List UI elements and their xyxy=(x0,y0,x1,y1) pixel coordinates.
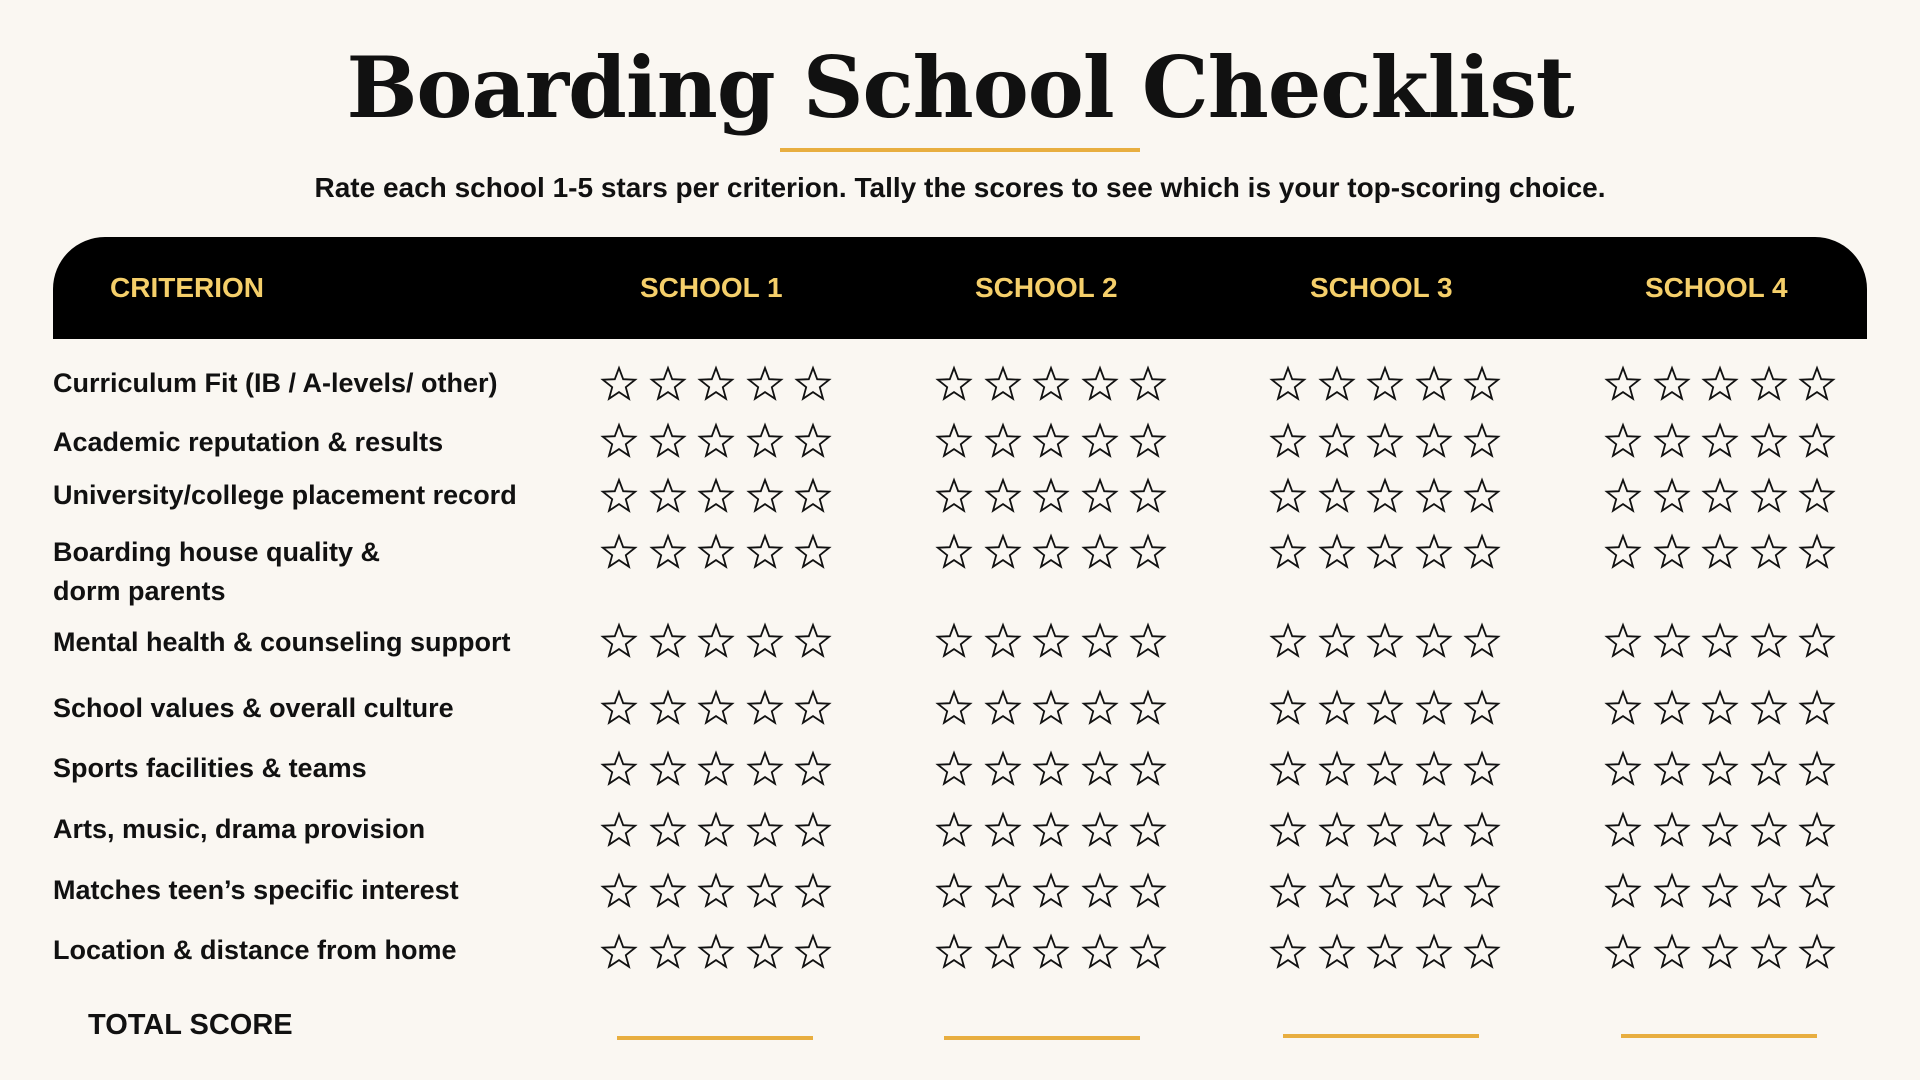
star-icon[interactable] xyxy=(793,811,833,851)
star-icon[interactable] xyxy=(1268,365,1308,405)
star-icon[interactable] xyxy=(1317,872,1357,912)
star-icon[interactable] xyxy=(1317,811,1357,851)
star-icon[interactable] xyxy=(934,533,974,573)
star-icon[interactable] xyxy=(1080,872,1120,912)
star-icon[interactable] xyxy=(1462,622,1502,662)
star-icon[interactable] xyxy=(696,872,736,912)
star-icon[interactable] xyxy=(599,477,639,517)
star-icon[interactable] xyxy=(1317,622,1357,662)
star-icon[interactable] xyxy=(648,750,688,790)
star-icon[interactable] xyxy=(1365,689,1405,729)
star-icon[interactable] xyxy=(1365,872,1405,912)
star-rating-school-2[interactable] xyxy=(934,622,1168,662)
star-icon[interactable] xyxy=(1031,477,1071,517)
criterion-label: School values & overall culture xyxy=(53,693,454,723)
star-icon[interactable] xyxy=(1414,933,1454,973)
star-icon[interactable] xyxy=(648,533,688,573)
star-icon[interactable] xyxy=(1128,533,1168,573)
star-icon[interactable] xyxy=(1700,533,1740,573)
star-icon[interactable] xyxy=(1414,422,1454,462)
star-rating-school-3[interactable] xyxy=(1268,365,1502,405)
table-header xyxy=(53,237,1867,339)
star-icon[interactable] xyxy=(1031,365,1071,405)
star-icon[interactable] xyxy=(696,750,736,790)
star-rating-school-3[interactable] xyxy=(1268,872,1502,912)
star-icon[interactable] xyxy=(983,422,1023,462)
star-icon[interactable] xyxy=(934,622,974,662)
star-icon[interactable] xyxy=(1700,750,1740,790)
star-icon[interactable] xyxy=(1603,477,1643,517)
star-icon[interactable] xyxy=(1317,689,1357,729)
star-icon[interactable] xyxy=(1652,872,1692,912)
star-rating-school-3[interactable] xyxy=(1268,533,1502,573)
star-icon[interactable] xyxy=(934,689,974,729)
title-underline xyxy=(780,148,1140,152)
column-header-school-2: SCHOOL 2 xyxy=(975,272,1118,303)
star-icon[interactable] xyxy=(934,422,974,462)
star-rating-school-2[interactable] xyxy=(934,365,1168,405)
star-icon[interactable] xyxy=(1797,622,1837,662)
star-rating-school-1[interactable] xyxy=(599,872,833,912)
star-icon[interactable] xyxy=(983,872,1023,912)
star-icon[interactable] xyxy=(696,933,736,973)
star-icon[interactable] xyxy=(1749,750,1789,790)
star-icon[interactable] xyxy=(599,750,639,790)
star-icon[interactable] xyxy=(1700,933,1740,973)
star-icon[interactable] xyxy=(983,933,1023,973)
star-icon[interactable] xyxy=(696,365,736,405)
star-icon[interactable] xyxy=(1365,533,1405,573)
star-icon[interactable] xyxy=(648,622,688,662)
star-icon[interactable] xyxy=(1268,933,1308,973)
star-icon[interactable] xyxy=(1365,422,1405,462)
star-icon[interactable] xyxy=(1317,477,1357,517)
star-icon[interactable] xyxy=(1128,477,1168,517)
star-rating-school-3[interactable] xyxy=(1268,750,1502,790)
star-icon[interactable] xyxy=(1128,811,1168,851)
star-icon[interactable] xyxy=(696,689,736,729)
star-rating-school-2[interactable] xyxy=(934,533,1168,573)
star-rating-school-1[interactable] xyxy=(599,622,833,662)
star-rating-school-3[interactable] xyxy=(1268,622,1502,662)
star-icon[interactable] xyxy=(1462,422,1502,462)
page-subtitle: Rate each school 1-5 stars per criterion. Tally the scores to see which is your top-scoring choice. xyxy=(314,172,1606,203)
star-icon[interactable] xyxy=(1749,533,1789,573)
star-rating-school-1[interactable] xyxy=(599,422,833,462)
star-icon[interactable] xyxy=(934,477,974,517)
star-icon[interactable] xyxy=(1365,750,1405,790)
star-icon[interactable] xyxy=(745,365,785,405)
star-rating-school-4[interactable] xyxy=(1603,365,1837,405)
star-icon[interactable] xyxy=(1462,933,1502,973)
star-icon[interactable] xyxy=(793,750,833,790)
star-icon[interactable] xyxy=(983,622,1023,662)
star-icon[interactable] xyxy=(1462,811,1502,851)
star-icon[interactable] xyxy=(1797,933,1837,973)
star-icon[interactable] xyxy=(983,477,1023,517)
star-icon[interactable] xyxy=(1652,622,1692,662)
star-rating-school-1[interactable] xyxy=(599,933,833,973)
star-icon[interactable] xyxy=(1652,750,1692,790)
star-icon[interactable] xyxy=(1749,933,1789,973)
star-icon[interactable] xyxy=(696,533,736,573)
star-icon[interactable] xyxy=(1128,750,1168,790)
total-score-line-school-4[interactable] xyxy=(1621,1034,1817,1038)
star-icon[interactable] xyxy=(1414,622,1454,662)
criterion-label: Academic reputation & results xyxy=(53,427,444,457)
star-icon[interactable] xyxy=(1268,750,1308,790)
star-icon[interactable] xyxy=(1797,689,1837,729)
star-icon[interactable] xyxy=(1268,533,1308,573)
star-icon[interactable] xyxy=(599,422,639,462)
star-icon[interactable] xyxy=(599,872,639,912)
star-rating-school-4[interactable] xyxy=(1603,933,1837,973)
page-title: Boarding School Checklist xyxy=(346,38,1574,137)
star-icon[interactable] xyxy=(793,533,833,573)
star-icon[interactable] xyxy=(1317,365,1357,405)
star-icon[interactable] xyxy=(1797,872,1837,912)
star-icon[interactable] xyxy=(1749,477,1789,517)
star-rating-school-4[interactable] xyxy=(1603,622,1837,662)
star-icon[interactable] xyxy=(648,477,688,517)
star-icon[interactable] xyxy=(1031,689,1071,729)
criterion-label: Matches teen’s specific interest xyxy=(53,875,459,905)
star-rating-school-3[interactable] xyxy=(1268,422,1502,462)
star-icon[interactable] xyxy=(599,622,639,662)
criterion-label: Curriculum Fit (IB / A-levels/ other) xyxy=(53,368,498,398)
star-icon[interactable] xyxy=(599,365,639,405)
star-icon[interactable] xyxy=(1414,533,1454,573)
star-icon[interactable] xyxy=(1749,872,1789,912)
star-icon[interactable] xyxy=(1797,533,1837,573)
star-icon[interactable] xyxy=(696,811,736,851)
star-icon[interactable] xyxy=(1462,872,1502,912)
star-icon[interactable] xyxy=(1603,689,1643,729)
star-rating-school-3[interactable] xyxy=(1268,933,1502,973)
criterion-label: Location & distance from home xyxy=(53,935,457,965)
star-icon[interactable] xyxy=(1365,811,1405,851)
star-icon[interactable] xyxy=(1268,872,1308,912)
star-icon[interactable] xyxy=(1652,422,1692,462)
star-icon[interactable] xyxy=(983,365,1023,405)
column-header-school-3: SCHOOL 3 xyxy=(1310,272,1453,303)
star-icon[interactable] xyxy=(648,811,688,851)
star-icon[interactable] xyxy=(648,365,688,405)
star-icon[interactable] xyxy=(599,811,639,851)
star-icon[interactable] xyxy=(793,872,833,912)
star-icon[interactable] xyxy=(745,811,785,851)
star-icon[interactable] xyxy=(1317,933,1357,973)
star-rating-school-1[interactable] xyxy=(599,477,833,517)
star-icon[interactable] xyxy=(1603,533,1643,573)
star-icon[interactable] xyxy=(1700,872,1740,912)
star-icon[interactable] xyxy=(1128,422,1168,462)
star-icon[interactable] xyxy=(793,689,833,729)
star-icon[interactable] xyxy=(745,689,785,729)
star-icon[interactable] xyxy=(648,689,688,729)
criterion-label: Sports facilities & teams xyxy=(53,753,367,783)
star-icon[interactable] xyxy=(793,477,833,517)
star-icon[interactable] xyxy=(1128,622,1168,662)
star-icon[interactable] xyxy=(599,689,639,729)
star-icon[interactable] xyxy=(1128,872,1168,912)
star-icon[interactable] xyxy=(1749,365,1789,405)
column-header-school-1: SCHOOL 1 xyxy=(640,272,783,303)
star-icon[interactable] xyxy=(1700,422,1740,462)
star-icon[interactable] xyxy=(1080,365,1120,405)
star-icon[interactable] xyxy=(934,811,974,851)
star-rating-school-1[interactable] xyxy=(599,811,833,851)
star-icon[interactable] xyxy=(934,872,974,912)
star-icon[interactable] xyxy=(745,872,785,912)
star-icon[interactable] xyxy=(1414,872,1454,912)
star-rating-school-2[interactable] xyxy=(934,422,1168,462)
star-rating-school-2[interactable] xyxy=(934,872,1168,912)
star-icon[interactable] xyxy=(1797,422,1837,462)
criterion-label: Mental health & counseling support xyxy=(53,627,511,657)
star-icon[interactable] xyxy=(1080,750,1120,790)
star-icon[interactable] xyxy=(1749,689,1789,729)
star-icon[interactable] xyxy=(1797,750,1837,790)
total-score-line-school-2[interactable] xyxy=(944,1036,1140,1040)
star-icon[interactable] xyxy=(648,872,688,912)
total-score-line-school-3[interactable] xyxy=(1283,1034,1479,1038)
total-score-label: TOTAL SCORE xyxy=(88,1009,293,1041)
star-icon[interactable] xyxy=(1652,689,1692,729)
star-rating-school-1[interactable] xyxy=(599,365,833,405)
star-icon[interactable] xyxy=(793,933,833,973)
star-icon[interactable] xyxy=(1268,622,1308,662)
star-icon[interactable] xyxy=(1080,533,1120,573)
star-icon[interactable] xyxy=(934,365,974,405)
star-icon[interactable] xyxy=(1700,622,1740,662)
star-rating-school-4[interactable] xyxy=(1603,533,1837,573)
star-icon[interactable] xyxy=(983,811,1023,851)
star-icon[interactable] xyxy=(1268,422,1308,462)
star-icon[interactable] xyxy=(1080,933,1120,973)
star-icon[interactable] xyxy=(1700,477,1740,517)
star-icon[interactable] xyxy=(1603,872,1643,912)
star-icon[interactable] xyxy=(1128,689,1168,729)
star-rating-school-4[interactable] xyxy=(1603,477,1837,517)
star-icon[interactable] xyxy=(1365,477,1405,517)
star-icon[interactable] xyxy=(648,422,688,462)
star-rating-school-1[interactable] xyxy=(599,750,833,790)
star-rating-school-1[interactable] xyxy=(599,689,833,729)
star-icon[interactable] xyxy=(1749,622,1789,662)
star-rating-school-3[interactable] xyxy=(1268,477,1502,517)
star-icon[interactable] xyxy=(1128,365,1168,405)
criterion-label: Arts, music, drama provision xyxy=(53,814,426,844)
star-rating-school-4[interactable] xyxy=(1603,872,1837,912)
star-rating-school-3[interactable] xyxy=(1268,811,1502,851)
star-icon[interactable] xyxy=(1317,750,1357,790)
star-rating-school-2[interactable] xyxy=(934,933,1168,973)
star-icon[interactable] xyxy=(1603,811,1643,851)
star-icon[interactable] xyxy=(1603,422,1643,462)
star-icon[interactable] xyxy=(1603,933,1643,973)
star-icon[interactable] xyxy=(1462,689,1502,729)
star-rating-school-1[interactable] xyxy=(599,533,833,573)
star-icon[interactable] xyxy=(1749,811,1789,851)
column-header-criterion: CRITERION xyxy=(110,272,264,303)
star-icon[interactable] xyxy=(696,477,736,517)
star-rating-school-4[interactable] xyxy=(1603,811,1837,851)
star-icon[interactable] xyxy=(1700,811,1740,851)
star-icon[interactable] xyxy=(1462,533,1502,573)
star-icon[interactable] xyxy=(1080,477,1120,517)
star-icon[interactable] xyxy=(745,533,785,573)
criterion-label: University/college placement record xyxy=(53,480,517,510)
star-icon[interactable] xyxy=(1652,365,1692,405)
star-icon[interactable] xyxy=(1603,750,1643,790)
star-icon[interactable] xyxy=(745,750,785,790)
star-icon[interactable] xyxy=(1652,533,1692,573)
star-icon[interactable] xyxy=(1414,750,1454,790)
star-icon[interactable] xyxy=(934,933,974,973)
star-icon[interactable] xyxy=(1128,933,1168,973)
star-icon[interactable] xyxy=(1365,365,1405,405)
star-icon[interactable] xyxy=(1080,622,1120,662)
star-icon[interactable] xyxy=(599,933,639,973)
star-rating-school-3[interactable] xyxy=(1268,689,1502,729)
column-header-school-4: SCHOOL 4 xyxy=(1645,272,1788,303)
star-icon[interactable] xyxy=(983,689,1023,729)
star-icon[interactable] xyxy=(696,422,736,462)
star-rating-school-2[interactable] xyxy=(934,750,1168,790)
star-icon[interactable] xyxy=(745,622,785,662)
star-icon[interactable] xyxy=(1317,422,1357,462)
star-icon[interactable] xyxy=(599,533,639,573)
star-icon[interactable] xyxy=(1365,622,1405,662)
star-icon[interactable] xyxy=(793,622,833,662)
star-rating-school-4[interactable] xyxy=(1603,750,1837,790)
star-icon[interactable] xyxy=(1414,365,1454,405)
star-icon[interactable] xyxy=(1414,689,1454,729)
criterion-label: Boarding house quality & dorm parents xyxy=(53,537,381,606)
star-icon[interactable] xyxy=(1031,750,1071,790)
star-icon[interactable] xyxy=(1031,811,1071,851)
star-icon[interactable] xyxy=(1080,811,1120,851)
star-icon[interactable] xyxy=(1700,689,1740,729)
star-icon[interactable] xyxy=(1268,689,1308,729)
star-icon[interactable] xyxy=(1031,533,1071,573)
total-score-line-school-1[interactable] xyxy=(617,1036,813,1040)
star-rating-school-4[interactable] xyxy=(1603,689,1837,729)
star-icon[interactable] xyxy=(1462,365,1502,405)
star-icon[interactable] xyxy=(1414,477,1454,517)
star-icon[interactable] xyxy=(793,422,833,462)
star-rating-school-2[interactable] xyxy=(934,477,1168,517)
star-icon[interactable] xyxy=(1603,365,1643,405)
star-icon[interactable] xyxy=(1031,422,1071,462)
star-icon[interactable] xyxy=(1700,365,1740,405)
star-icon[interactable] xyxy=(696,622,736,662)
star-icon[interactable] xyxy=(1749,422,1789,462)
star-icon[interactable] xyxy=(745,422,785,462)
star-icon[interactable] xyxy=(648,933,688,973)
star-icon[interactable] xyxy=(983,533,1023,573)
star-icon[interactable] xyxy=(1414,811,1454,851)
star-icon[interactable] xyxy=(1317,533,1357,573)
star-rating-school-2[interactable] xyxy=(934,811,1168,851)
star-icon[interactable] xyxy=(1797,811,1837,851)
star-icon[interactable] xyxy=(1652,933,1692,973)
star-icon[interactable] xyxy=(1031,872,1071,912)
star-icon[interactable] xyxy=(1080,689,1120,729)
star-icon[interactable] xyxy=(983,750,1023,790)
star-icon[interactable] xyxy=(1652,477,1692,517)
star-icon[interactable] xyxy=(1797,477,1837,517)
star-icon[interactable] xyxy=(745,933,785,973)
star-icon[interactable] xyxy=(1031,622,1071,662)
star-icon[interactable] xyxy=(1268,477,1308,517)
star-rating-school-2[interactable] xyxy=(934,689,1168,729)
star-icon[interactable] xyxy=(1462,477,1502,517)
star-icon[interactable] xyxy=(934,750,974,790)
star-icon[interactable] xyxy=(1652,811,1692,851)
star-icon[interactable] xyxy=(1080,422,1120,462)
star-rating-school-4[interactable] xyxy=(1603,422,1837,462)
star-icon[interactable] xyxy=(745,477,785,517)
star-icon[interactable] xyxy=(1797,365,1837,405)
star-icon[interactable] xyxy=(1268,811,1308,851)
star-icon[interactable] xyxy=(1603,622,1643,662)
star-icon[interactable] xyxy=(1365,933,1405,973)
star-icon[interactable] xyxy=(1462,750,1502,790)
star-icon[interactable] xyxy=(1031,933,1071,973)
star-icon[interactable] xyxy=(793,365,833,405)
